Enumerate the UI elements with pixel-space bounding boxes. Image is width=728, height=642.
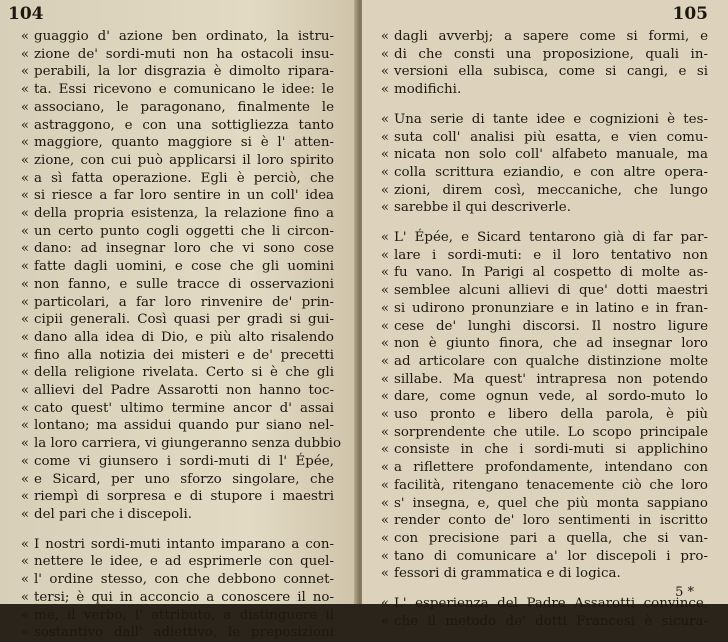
quote-mark: «: [380, 530, 390, 546]
line-text: si riesce a far loro sentire in un coll' idea: [34, 188, 334, 204]
text-line: [376, 548, 708, 566]
quote-mark: «: [20, 453, 30, 469]
line-text: astraggono, e con una sottigliezza tanto: [34, 117, 334, 133]
quote-mark: «: [380, 596, 390, 612]
line-text: sostantivo dall' adiettivo, le preposizioni: [34, 625, 334, 641]
quote-mark: «: [380, 200, 390, 216]
quote-mark: «: [380, 164, 390, 180]
text-line: [376, 300, 708, 318]
line-text: nettere le idee, e ad esprimerle con quel-: [34, 554, 334, 570]
quote-mark: «: [20, 206, 30, 222]
left-page: [0, 0, 358, 641]
text-line: [16, 258, 334, 276]
line-text: fino alla notizia dei misteri e de' precetti: [34, 347, 334, 363]
quote-mark: «: [380, 407, 390, 423]
line-text: della propria esistenza, la relazione fino a: [34, 206, 334, 222]
text-line: [376, 229, 708, 247]
text-line: [376, 512, 708, 530]
line-text: sorprendente che utile. Lo scopo principale: [394, 424, 708, 440]
quote-mark: «: [20, 400, 30, 416]
quote-mark: «: [380, 513, 390, 529]
text-line: [16, 294, 334, 312]
line-text: zioni, direm così, meccaniche, che lungo: [394, 182, 708, 198]
line-text: fessori di grammatica e di logica.: [394, 566, 621, 582]
line-text: colla scrittura eziandio, e con altre opera-: [394, 164, 708, 180]
quote-mark: «: [20, 383, 30, 399]
text-line: [16, 276, 334, 294]
quote-mark: «: [20, 170, 30, 186]
line-text: zione, con cui può applicarsi il loro spirito: [34, 152, 334, 168]
line-text: maggiore, quanto maggiore si è l' atten-: [34, 135, 334, 151]
text-line: [376, 371, 708, 389]
text-line: [376, 111, 708, 129]
line-text: e Sicard, per uno sforzo singolare, che: [34, 471, 334, 487]
line-text: la loro carriera, vi giungeranno senza dubbio: [34, 436, 342, 452]
quote-mark: «: [380, 265, 390, 281]
paragraph-gap: [376, 583, 708, 595]
quote-mark: «: [20, 135, 30, 151]
quote-mark: «: [20, 152, 30, 168]
quote-mark: «: [20, 223, 30, 239]
text-line: [16, 536, 334, 554]
line-text: di che consti una proposizione, quali in-: [394, 46, 708, 62]
text-line: [16, 400, 334, 418]
quote-mark: «: [20, 607, 30, 623]
quote-mark: «: [20, 188, 30, 204]
text-line: [16, 117, 334, 135]
text-line: [376, 441, 708, 459]
line-text: semblee alcuni allievi di que' dotti maestri: [394, 283, 708, 299]
line-text: me, il verbo, l' attributo, a distinguere il: [34, 607, 334, 623]
line-text: consiste in che i sordi-muti si applichino: [394, 442, 708, 458]
line-text: ad articolare con qualche distinzione molte: [394, 353, 708, 369]
quote-mark: «: [20, 489, 30, 505]
text-line: [376, 282, 708, 300]
quote-mark: «: [380, 29, 390, 44]
page-text: [376, 28, 708, 631]
line-text: ta. Essi ricevono e comunicano le idee: le: [34, 82, 334, 98]
text-line: [376, 495, 708, 513]
text-line: [16, 453, 334, 471]
quote-mark: «: [380, 371, 390, 387]
paragraph-gap: [376, 217, 708, 229]
quote-mark: «: [380, 230, 390, 246]
quote-mark: «: [380, 460, 390, 476]
line-text: s' insegna, e, quel che più monta sappiano: [394, 495, 708, 511]
quote-mark: «: [380, 182, 390, 198]
line-text: dano alla idea di Dio, e più alto risalendo: [34, 329, 334, 345]
text-line: [16, 223, 334, 241]
text-line: [16, 28, 334, 46]
line-text: non fanno, e sulle tracce di osservazioni: [34, 276, 334, 292]
line-text: a sì fatta operazione. Egli è perciò, che: [34, 170, 334, 186]
text-line: [376, 28, 708, 46]
quote-mark: «: [20, 536, 30, 552]
text-line: [16, 382, 334, 400]
text-line: [16, 152, 334, 170]
text-line: [376, 406, 708, 424]
quote-mark: «: [20, 64, 30, 80]
line-text: dano: ad insegnar loro che vi sono cose: [34, 241, 334, 257]
line-text: particolari, a far loro rinvenire de' prin-: [34, 294, 334, 310]
text-line: [376, 459, 708, 477]
quote-mark: «: [380, 147, 390, 163]
line-text: perabili, la lor disgrazia è dimolto ripara-: [34, 64, 334, 80]
page-text: [16, 28, 342, 642]
line-text: render conto de' loro sentimenti in iscritto: [394, 513, 708, 529]
text-line: [376, 477, 708, 495]
quote-mark: «: [380, 82, 390, 98]
text-line: [16, 134, 334, 152]
text-line: [376, 164, 708, 182]
line-text: si udirono pronunziare e in latino e in fran-: [394, 300, 708, 316]
text-line: [16, 205, 334, 223]
line-text: dare, come ognun vede, al sordo-muto lo: [394, 389, 708, 405]
line-text: non è giunto finora, che ad insegnar loro: [394, 336, 708, 352]
line-text: l' ordine stesso, con che debbono connet-: [34, 572, 334, 588]
text-line: [376, 182, 708, 200]
text-line: [16, 435, 342, 453]
line-text: della religione rivelata. Certo si è che gli: [34, 365, 334, 381]
line-text: come vi giunsero i sordi-muti di l' Épée,: [34, 453, 334, 469]
line-text: versioni ella subisca, come si cangi, e si: [394, 64, 708, 80]
text-line: [16, 471, 334, 489]
quote-mark: «: [380, 46, 390, 62]
text-line: [16, 589, 334, 607]
quote-mark: «: [20, 572, 30, 588]
line-text: sillabe. Ma quest' intrapresa non potendo: [394, 371, 708, 387]
line-text: associano, le paragonano, finalmente le: [34, 99, 334, 115]
quote-mark: «: [20, 46, 30, 62]
text-line: [16, 99, 334, 117]
text-line: [376, 146, 708, 164]
quote-mark: «: [380, 247, 390, 263]
signature-mark: 5 *: [675, 585, 694, 600]
text-line: [16, 624, 334, 642]
text-line: [376, 46, 708, 64]
quote-mark: «: [380, 111, 390, 127]
line-text: nicata non solo coll' alfabeto manuale, ma: [394, 147, 708, 163]
line-text: cese de' lunghi discorsi. Il nostro ligure: [394, 318, 708, 334]
quote-mark: «: [380, 389, 390, 405]
text-line: [16, 506, 334, 524]
text-line: [376, 565, 708, 583]
quote-mark: «: [380, 477, 390, 493]
quote-mark: «: [20, 365, 30, 381]
line-text: riempì di sorpresa e di stupore i maestri: [34, 489, 334, 505]
line-text: L' Épée, e Sicard tentarono già di far par-: [394, 230, 708, 246]
text-line: [376, 613, 708, 631]
quote-mark: «: [20, 436, 30, 452]
text-line: [16, 364, 334, 382]
text-line: [376, 353, 708, 371]
quote-mark: «: [380, 300, 390, 316]
quote-mark: «: [380, 336, 390, 352]
text-line: [16, 46, 334, 64]
quote-mark: «: [20, 329, 30, 345]
text-line: [16, 240, 334, 258]
line-text: Una serie di tante idee e cognizioni è tes-: [394, 111, 708, 127]
quote-mark: «: [20, 418, 30, 434]
quote-mark: «: [380, 442, 390, 458]
quote-mark: «: [20, 347, 30, 363]
text-line: [16, 607, 334, 625]
paragraph-gap: [376, 99, 708, 111]
text-line: [376, 247, 708, 265]
line-text: con precisione pari a quella, che si van-: [394, 530, 708, 546]
quote-mark: «: [380, 318, 390, 334]
line-text: lontano; ma assidui quando pur siano nel-: [34, 418, 334, 434]
line-text: L' esperienza del Padre Assarotti convince,: [394, 596, 708, 612]
page-number: 104: [8, 4, 44, 24]
quote-mark: «: [20, 241, 30, 257]
quote-mark: «: [380, 283, 390, 299]
line-text: I nostri sordi-muti intanto imparano a con-: [34, 536, 334, 552]
line-text: cato quest' ultimo termine ancor d' assai: [34, 400, 334, 416]
text-line: [16, 347, 334, 365]
quote-mark: «: [20, 82, 30, 98]
text-line: [16, 63, 334, 81]
text-line: [16, 553, 334, 571]
quote-mark: «: [20, 276, 30, 292]
line-text: guaggio d' azione ben ordinato, la istru-: [34, 29, 334, 44]
quote-mark: «: [380, 495, 390, 511]
quote-mark: «: [20, 29, 30, 44]
page-number: 105: [672, 4, 708, 24]
text-line: [376, 264, 708, 282]
right-page: [362, 0, 728, 629]
text-line: [16, 417, 334, 435]
line-text: a riflettere profondamente, intendano con: [394, 460, 708, 476]
text-line: [16, 81, 334, 99]
quote-mark: «: [20, 506, 30, 522]
text-line: [376, 595, 708, 613]
text-line: [16, 329, 334, 347]
line-text: tersi; è qui in acconcio a conoscere il no-: [34, 589, 334, 605]
quote-mark: «: [380, 129, 390, 145]
text-line: [376, 388, 708, 406]
line-text: tano di comunicare a' lor discepoli i pro-: [394, 548, 708, 564]
text-line: [16, 488, 334, 506]
quote-mark: «: [20, 471, 30, 487]
text-line: [376, 199, 708, 217]
line-text: del pari che i discepoli.: [34, 506, 192, 522]
quote-mark: «: [20, 117, 30, 133]
line-text: facilità, ritengano tenacemente ciò che loro: [394, 477, 708, 493]
text-line: [16, 311, 334, 329]
text-line: [16, 187, 334, 205]
quote-mark: «: [20, 589, 30, 605]
quote-mark: «: [20, 625, 30, 641]
quote-mark: «: [380, 548, 390, 564]
line-text: cipii generali. Così quasi per gradi si gui-: [34, 312, 334, 328]
text-line: [16, 571, 334, 589]
text-line: [376, 63, 708, 81]
quote-mark: «: [380, 613, 390, 629]
line-text: lare i sordi-muti: e il loro tentativo non: [394, 247, 708, 263]
text-line: [376, 424, 708, 442]
text-line: [376, 129, 708, 147]
text-line: [376, 335, 708, 353]
quote-mark: «: [20, 312, 30, 328]
text-line: [376, 530, 708, 548]
line-text: modifichi.: [394, 82, 462, 98]
line-text: fu vano. In Parigi al cospetto di molte as-: [394, 265, 708, 281]
line-text: zione de' sordi-muti non ha ostacoli insu-: [34, 46, 334, 62]
quote-mark: «: [20, 259, 30, 275]
quote-mark: «: [380, 64, 390, 80]
quote-mark: «: [20, 554, 30, 570]
quote-mark: «: [380, 353, 390, 369]
text-line: [376, 81, 708, 99]
line-text: allievi del Padre Assarotti non hanno toc-: [34, 383, 334, 399]
line-text: uso pronto e libero della parola, è più: [394, 407, 708, 423]
quote-mark: «: [380, 566, 390, 582]
text-line: [16, 170, 334, 188]
paragraph-gap: [16, 524, 334, 536]
line-text: fatte dagli uomini, e cose che gli uomini: [34, 259, 334, 275]
line-text: sarebbe il qui descriverle.: [394, 200, 571, 216]
quote-mark: «: [20, 294, 30, 310]
line-text: suta coll' analisi più esatta, e vien comu-: [394, 129, 708, 145]
line-text: dagli avverbj; a sapere come si formi, e: [394, 29, 708, 44]
line-text: un certo punto cogli oggetti che li circon-: [34, 223, 334, 239]
line-text: che il metodo de' dotti Francesi è sicura-: [394, 613, 708, 629]
quote-mark: «: [20, 99, 30, 115]
quote-mark: «: [380, 424, 390, 440]
text-line: [376, 318, 708, 336]
